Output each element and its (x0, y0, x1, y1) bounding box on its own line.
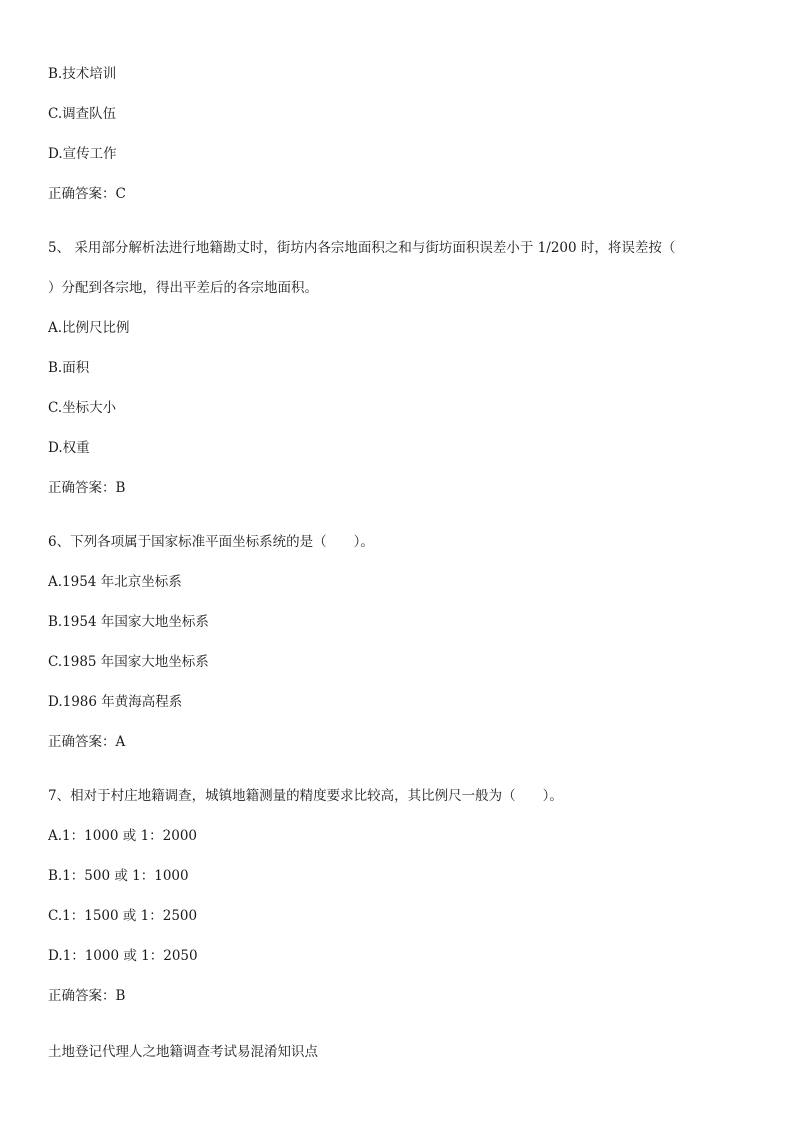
q6-stem: 6、下列各项属于国家标准平面坐标系统的是（ ）。 (48, 534, 374, 550)
q6-option-a: A.1954 年北京坐标系 (48, 574, 182, 590)
q7-stem: 7、相对于村庄地籍调查，城镇地籍测量的精度要求比较高，其比例尺一般为（ ）。 (48, 788, 563, 804)
q5-option-d: D.权重 (48, 440, 90, 456)
q5-number: 5、 (48, 240, 71, 256)
q4-option-d: D.宣传工作 (48, 146, 117, 162)
q5-stem-line2: ）分配到各宗地，得出平差后的各宗地面积。 (48, 280, 318, 296)
q6-option-b: B.1954 年国家大地坐标系 (48, 614, 209, 630)
q6-answer: 正确答案：A (48, 734, 126, 750)
q5-option-a: A.比例尺比例 (48, 320, 130, 336)
q6-option-c: C.1985 年国家大地坐标系 (48, 654, 209, 670)
q5-stem-text: 采用部分解析法进行地籍勘丈时，街坊内各宗地面积之和与街坊面积误差小于 1/200 时，将误差按（ (70, 240, 676, 256)
q7-option-b: B.1：500 或 1：1000 (48, 868, 189, 884)
q6-option-d: D.1986 年黄海高程系 (48, 694, 183, 710)
q5-stem-line1 (48, 238, 754, 258)
q7-answer: 正确答案：B (48, 988, 126, 1004)
q5-option-c: C.坐标大小 (48, 400, 117, 416)
q7-option-d: D.1：1000 或 1：2050 (48, 948, 198, 964)
q5-answer: 正确答案：B (48, 480, 126, 496)
q5-option-b: B.面积 (48, 360, 90, 376)
q7-option-a: A.1：1000 或 1：2000 (48, 828, 198, 844)
q4-option-b: B.技术培训 (48, 66, 117, 82)
q4-answer: 正确答案：C (48, 186, 126, 202)
q7-option-c: C.1：1500 或 1：2500 (48, 908, 198, 924)
page-footer-title: 土地登记代理人之地籍调查考试易混淆知识点 (48, 1044, 318, 1060)
q4-option-c: C.调查队伍 (48, 106, 117, 122)
